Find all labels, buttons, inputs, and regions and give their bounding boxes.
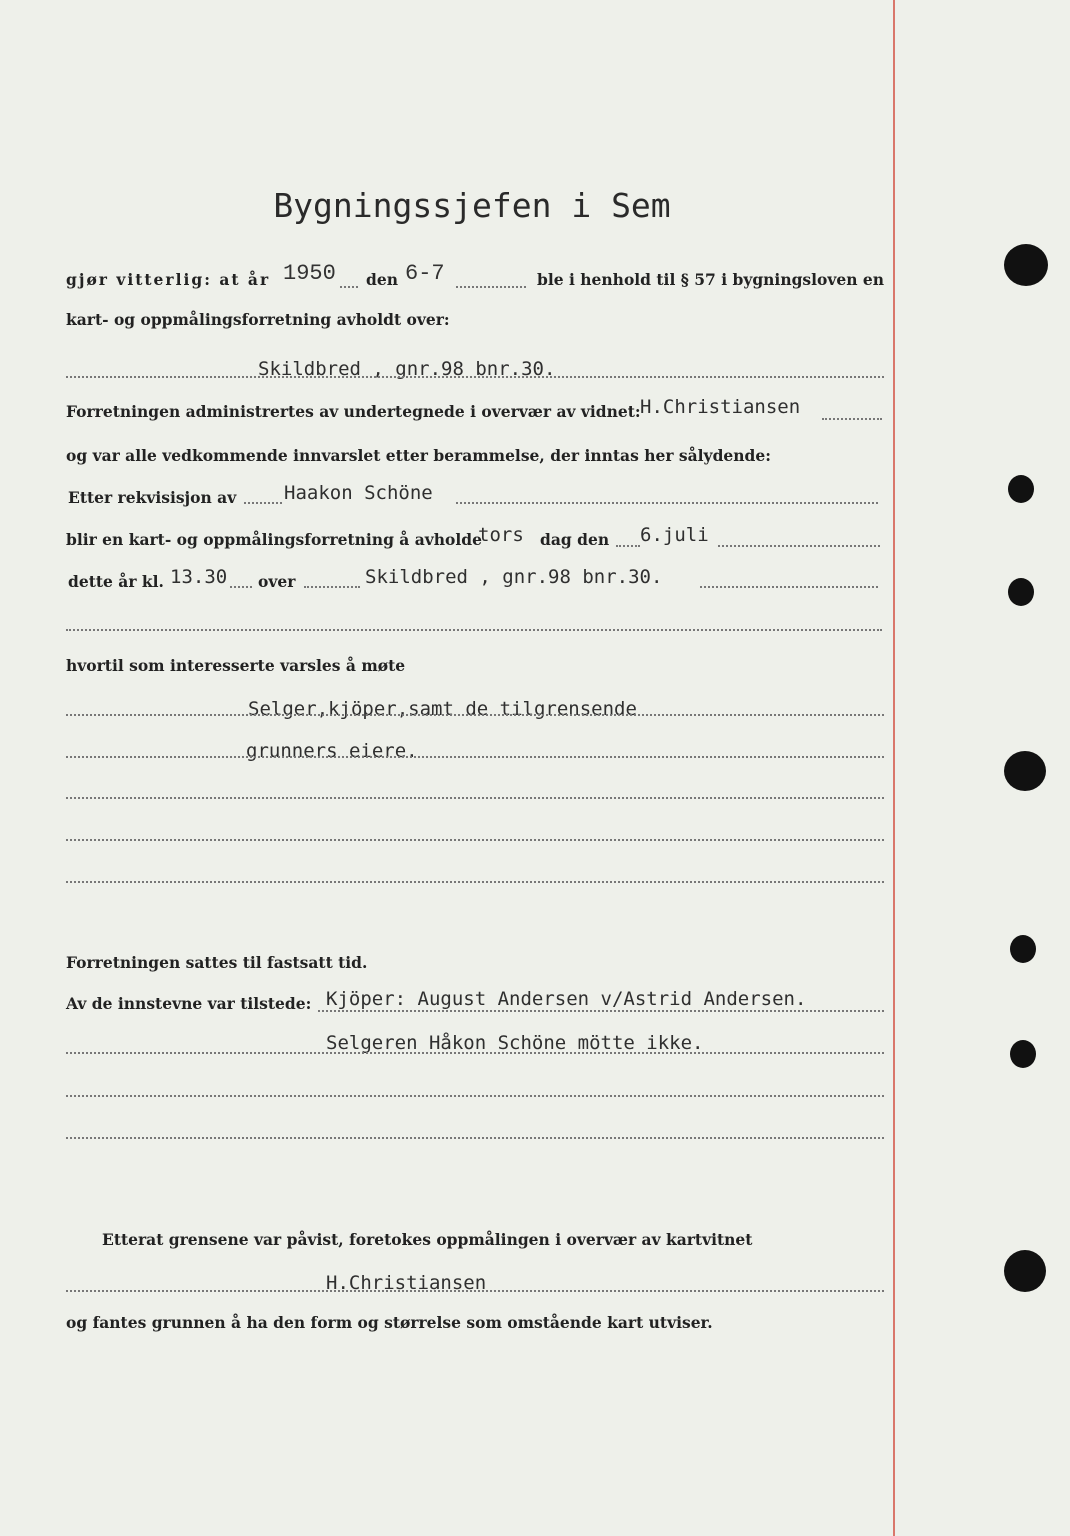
measurement-witness: H.Christiansen [326,1272,487,1294]
requisition-name: Haakon Schöne [284,482,433,504]
dotted-line [700,586,878,588]
year-value: 1950 [283,261,336,286]
binder-hole [1008,475,1034,503]
present-entry: Selgeren Håkon Schöne mötte ikke. [326,1032,704,1054]
binder-hole [1004,1250,1046,1292]
dotted-line [456,502,878,504]
time-value: 13.30 [170,566,228,588]
dotted-line [718,545,880,547]
date-value: 6-7 [405,261,445,286]
closing-text: og fantes grunnen å ha den form og størrelse som omstående kart utviser. [66,1313,713,1332]
time-property: Skildbred , gnr.98 bnr.30. [365,566,663,588]
binder-hole [1004,244,1048,286]
dotted-line [66,797,884,799]
dotted-line [66,629,882,631]
property-entry: Skildbred , gnr.98 bnr.30. [258,358,556,380]
requisition-label: Etter rekvisisjon av [68,488,237,507]
present-label: Av de innstevne var tilstede: [66,994,312,1013]
invitee-line: grunners eiere. [246,740,418,762]
witness-name: H.Christiansen [640,396,801,418]
dotted-line [304,586,360,588]
red-margin-line [893,0,895,1536]
dotted-line [66,1290,884,1292]
schedule-prefix: blir en kart- og oppmålingsforretning å avholde [66,530,482,549]
den-label: den [366,270,398,289]
dotted-line [616,545,640,547]
dotted-line [456,286,526,288]
binder-hole [1010,935,1036,963]
document-title: Bygningssjefen i Sem [273,186,671,225]
invite-label: hvortil som interesserte varsles å møte [66,656,406,675]
dotted-line [318,1010,884,1012]
dotted-line [66,1052,884,1054]
dag-den-label: dag den [540,530,610,549]
binder-hole [1008,578,1034,606]
held-text: Forretningen sattes til fastsatt tid. [66,953,368,972]
line1-prefix: gjør vitterlig: at år [66,270,271,289]
dotted-line [822,418,882,420]
dotted-line [66,1095,884,1097]
measurement-label: Etterat grensene var påvist, foretokes oppmålingen i overvær av kartvitnet [102,1230,753,1249]
dotted-line [244,502,282,504]
binder-hole [1010,1040,1036,1068]
dotted-line [66,376,884,378]
dotted-line [66,839,884,841]
dotted-line [66,714,884,716]
line1-suffix: ble i henhold til § 57 i bygningsloven en [537,270,885,289]
dotted-line [66,1137,884,1139]
administered-label: Forretningen administrertes av undertegnede i overvær av vidnet: [66,402,641,421]
over-label: over [258,572,296,591]
time-prefix: dette år kl. [68,572,164,591]
schedule-date: 6.juli [640,524,709,546]
line2-text: kart- og oppmålingsforretning avholdt over: [66,310,450,329]
present-entry: Kjöper: August Andersen v/Astrid Andersen. [326,988,807,1010]
weekday-value: tors [478,524,524,546]
dotted-line [340,286,358,288]
notified-text: og var alle vedkommende innvarslet etter berammelse, der inntas her sålydende: [66,446,771,465]
dotted-line [66,756,884,758]
dotted-line [66,881,884,883]
invitee-line: Selger,kjöper,samt de tilgrensende [248,698,637,720]
dotted-line [230,586,252,588]
binder-hole [1004,751,1046,791]
